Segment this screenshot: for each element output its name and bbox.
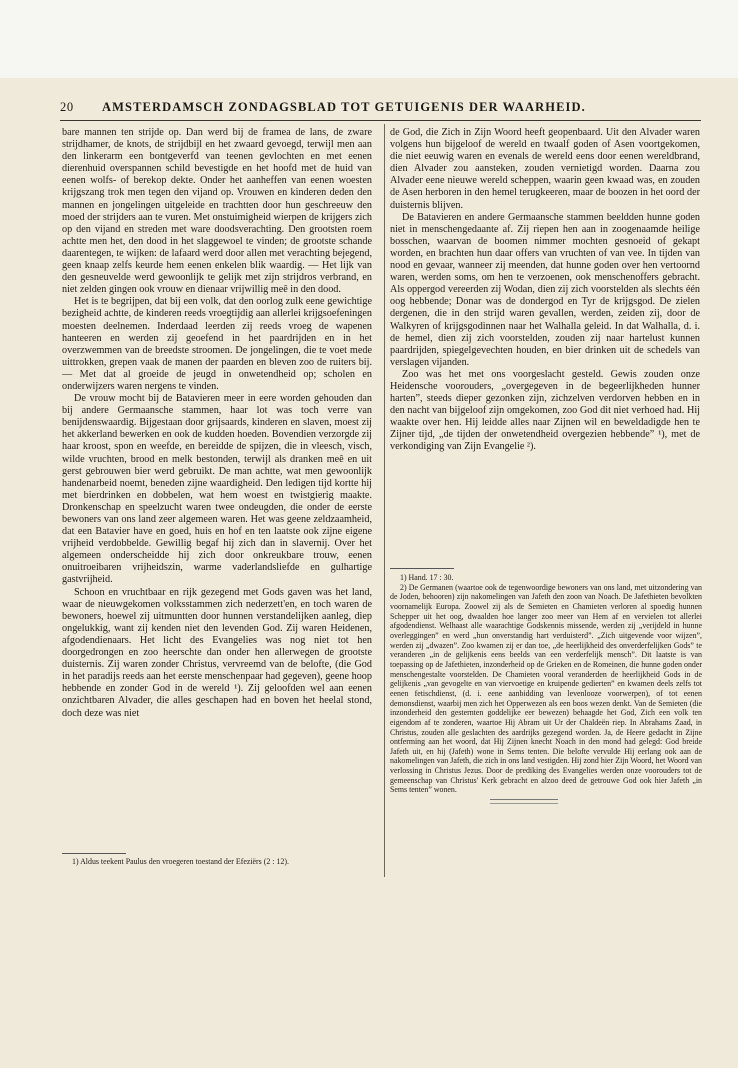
paragraph: Het is te begrijpen, dat bij een volk, dat den oorlog zulk eene gewichtige bezigheid achtte, de kinderen reeds vroegtijdig aan allerlei krijgsoefeningen moesten deelnemen. Inderdaad leerden zij reeds vroeg de wapenen hanteeren en werden zij geoefend in het paardrijden en in het overzwemmen van de breedste stroomen. De jongelingen, die te voet mede uittrokken, grepen vaak de manen der paarden en bleven zoo de ruiters bij. — Met dat al groeide de jeugd in onwetendheid op; scholen en onderwijzers waren nergens te vinden. (62, 296, 372, 392)
end-ornament (490, 799, 558, 804)
footnote-rule (390, 568, 454, 569)
journal-title: AMSTERDAMSCH ZONDAGSBLAD TOT GETUIGENIS DER WAARHEID. (102, 100, 586, 114)
right-column (390, 127, 700, 454)
right-footnotes (390, 568, 702, 804)
paragraph: De vrouw mocht bij de Batavieren meer in eere worden gehouden dan bij andere Germaansche stammen, haar lot was toch verre van benijdenswaardig. Bijgestaan door grijsaards, kinderen en slaven, moest zij het akkerland bewerken en ook de kudden hoeden. Bovendien verzorgde zij haar kroost, spon en weefde, en bereidde de spijzen, die in vleesch, visch, wilde vruchten, brood en melk bestonden, terwijl als dranken meê en uit gerst gebrouwen bier werd gebruikt. De man achtte, wat men gewoonlijk handenarbeid noemt, beneden zijne waardigheid. Den ledigen tijd kortte hij met bierdrinken en dobbelen, wat hem woest en twistgierig maakte. Dronkenschap en speelzucht waren twee ondeugden, die onder de eerste bewoners van ons land zeer algemeen waren. Het was geene zeldzaamheid, dat een Batavier have en goed, huis en hof en ten laatste ook zijne eigene vrijheid verdobbelde. Gewillig begaf hij zich dan in slavernij. Over het algemeen onderscheidde hij zich door onkreukbare trouw, eenen onuitroeibaren vrijheidszin, warme vaderlandsliefde en gulhartige gastvrijheid. (62, 393, 372, 586)
footnote: 1) Aldus teekent Paulus den vroegeren toestand der Efeziërs (2 : 12). (72, 857, 289, 866)
left-footnotes (62, 853, 372, 867)
header-rule (60, 120, 701, 121)
paragraph: Zoo was het met ons voorgeslacht gesteld. Gewis zouden onze Heidensche voorouders, „overgegeven in de begeerlijkheden hunner harten”, steeds dieper gezonken zijn, zichzelven verdorven hebben en in den nacht van bijgeloof zijn omgekomen, zoo God dit niet verhoed had. Hij waakte over hen. Hij leidde alles naar Zijnen wil en beweldadigde hen te Zijner tijd, „de tijden der onwetendheid overgezien hebbende” ¹), met de verkondiging van Zijn Evangelie ²). (390, 368, 700, 453)
running-header (60, 100, 700, 116)
paragraph: de God, die Zich in Zijn Woord heeft geopenbaard. Uit den Alvader waren volgens hun bijgeloof de wereld en twaalf goden of Asen voortgekomen, die niet eeuwig waren en evenals de wereld eens door eenen wereldbrand, dien Alvader zou aansteken, zouden vernietigd worden. Daarna zou Alvader eene nieuwe wereld scheppen, waarin geen kwaad was, en zouden de Asen herboren in den hemel terugkeeren, maar de boozen in het oord der duisternis blijven. (390, 127, 700, 211)
footnote-rule (62, 853, 126, 854)
paragraph: De Batavieren en andere Germaansche stammen beeldden hunne goden niet in menschengedaante af. Zij riepen hen aan in zoogenaamde heilige bosschen, waarvan de boomen nimmer mochten gesnoeid of gekapt worden, en brachten hun daar offers van vruchten of van vee. In tijden van nood en gevaar, wanneer zij meenden, dat hunne goden over hen vertoornd waren, werden soms, om hen te verzoenen, ook menschenoffers gebracht. Als oppergod vereerden zij Wodan, dien zij zich voorstelden als slechts één oog hebbende; Donar was de dondergod en Tyr de krijgsgod. De zielen dergenen, die in den strijd waren gevallen, werden, zeiden zij, door de Walkyren of krijgsgodinnen naar het Walhalla geleid. In dat Walhalla, d. i. de hemel, dien zij zich voorstelden, zouden zij naar hartelust kunnen paardrijden, spiegelgevechten houden, en bier drinken uit de schedels van verslagen vijanden. (390, 211, 700, 368)
column-divider (384, 124, 385, 877)
left-column (62, 127, 372, 720)
paragraph: Schoon en vruchtbaar en rijk gezegend met Gods gaven was het land, waar de nieuwgekomen volksstammen zich nederzett'en, en toch waren de bewoners, hoewel zij uitmuntten door hunnen verstandelijken aanleg, diep ongelukkig, want zij kenden niet den levenden God. Zij waren Heidenen, afgodendienaars. Het licht des Evangelies was nog niet tot hen doorgedrongen en zoo heerschte dan onder hen allerwegen de grootste duisternis. Zij waren zonder Christus, vervreemd van de belofte, (die God in het paradijs reeds aan het eerste menschenpaar had gegeven), geene hoop hebbende en zonder God in de wereld ¹). Zij geloofden wel aan eenen onzichtbaren Alvader, die alles geschapen had en boven het heelal stond, doch deze was niet (62, 586, 372, 719)
page-number: 20 (60, 100, 74, 114)
footnote: 1) Hand. 17 : 30. (400, 573, 454, 582)
paragraph: bare mannen ten strijde op. Dan werd bij de framea de lans, de zware strijdhamer, de knots, de strijdbijl en het zwaard gevoegd, terwijl men aan den linkerarm een bontgeverfd van teenen gevlochten en met eenen dierenhuid overspannen schild bevestigde en het hoofd met de huid van eenen wolfs- of berekop dekte. Onder het aanheffen van eenen woesten krijgszang trok men tegen den vijand op. Vrouwen en kinderen deden den mannen en jongelingen uitgeleide en trachtten door hun geschreeuw den moed der strijders aan te vuren. Met onstuimigheid wierpen de krijgers zich op den vijand en streden met ware doodsverachting. Den grootsten roem achtte men het, den dood in het slaggewoel te vinden; de grootste schande daarentegen, te wijken: de lafaard werd door allen met verachting bejegend, geen knaap zelfs keurde hem eenen enkelen blik waardig. — Het lijk van den gesneuvelde werd gewoonlijk te gelijk met zijn strijdros verbrand, en niet zelden gingen ook vrouw en dienaar vrijwillig meê in den dood. (62, 127, 372, 296)
footnote: 2) De Germanen (waartoe ook de tegenwoordige bewoners van ons land, met uitzondering van de Joden, behooren) zijn nakomelingen van Jafeth den zoon van Noach. De Jafethieten bevolkten voornamelijk Europa. Zoowel zij als de Semieten en Chamieten verloren al spoedig hunnen Schepper uit het oog, dwaalden hoe langer zoo meer van Hem af en vervielen tot allerlei afgodendienst. Welhaast alle waarachtige Godskennis missende, werden zij „verijdeld in hunne overleggingen” en werd „hun onverstandig hart verduisterd”. „Zich uitgevende voor wijzen”, werden zij „dwazen”. Zoo kwamen zij er dan toe, „de heerlijkheid des onverderfelijken Gods” te veranderen „in de gelijkenis eens beelds van een verderfelijk mensch”. Dit laatste is van toepassing op de Jafethieten, inzonderheid op de Grieken en de Romeinen, die hunne goden onder menschengestalte voorstelden. De Chamieten vooral veranderden de heerlijkheid Gods in de gelijkenis „van gevogelte en van viervoetige en kruipende gedierten” en kwamen deels zelfs tot eenen fetischdienst, (d. i. eene aanbidding van levenlooze voorwerpen), of tot eenen demonsdienst, waarbij men zich het Opperwezen als een boos wezen denkt. Van de Semieten (die inzonderheid den gesternten goddelijke eer bewezen) behaagde het God, Zich een volk ten eigendom af te zonderen, waartoe Hij Abram uit Ur der Chaldeën riep. In Abrahams Zaad, in Christus, zouden alle geslachten des aardrijks gezegend worden. Ja, de Heere gedacht in Zijne ontferming aan het woord, dat Hij Zijnen knecht Noach in den mond had gelegd: God breide Jafeth uit, en hij (Jafeth) wone in Sems tenten. Die belofte vervulde Hij eerlang ook aan de nakomelingen van Jafeth, die zich in ons land vestigden. Hij zond hier Zijn Woord, het Woord van verlossing in Christus Jezus. Door de prediking des Evangelies werden onze voorouders tot de gemeenschap van Christus' Kerk gebracht en alzoo deed de getrouwe God ook hier Jafeth „in Sems tenten” wonen. (390, 582, 702, 795)
